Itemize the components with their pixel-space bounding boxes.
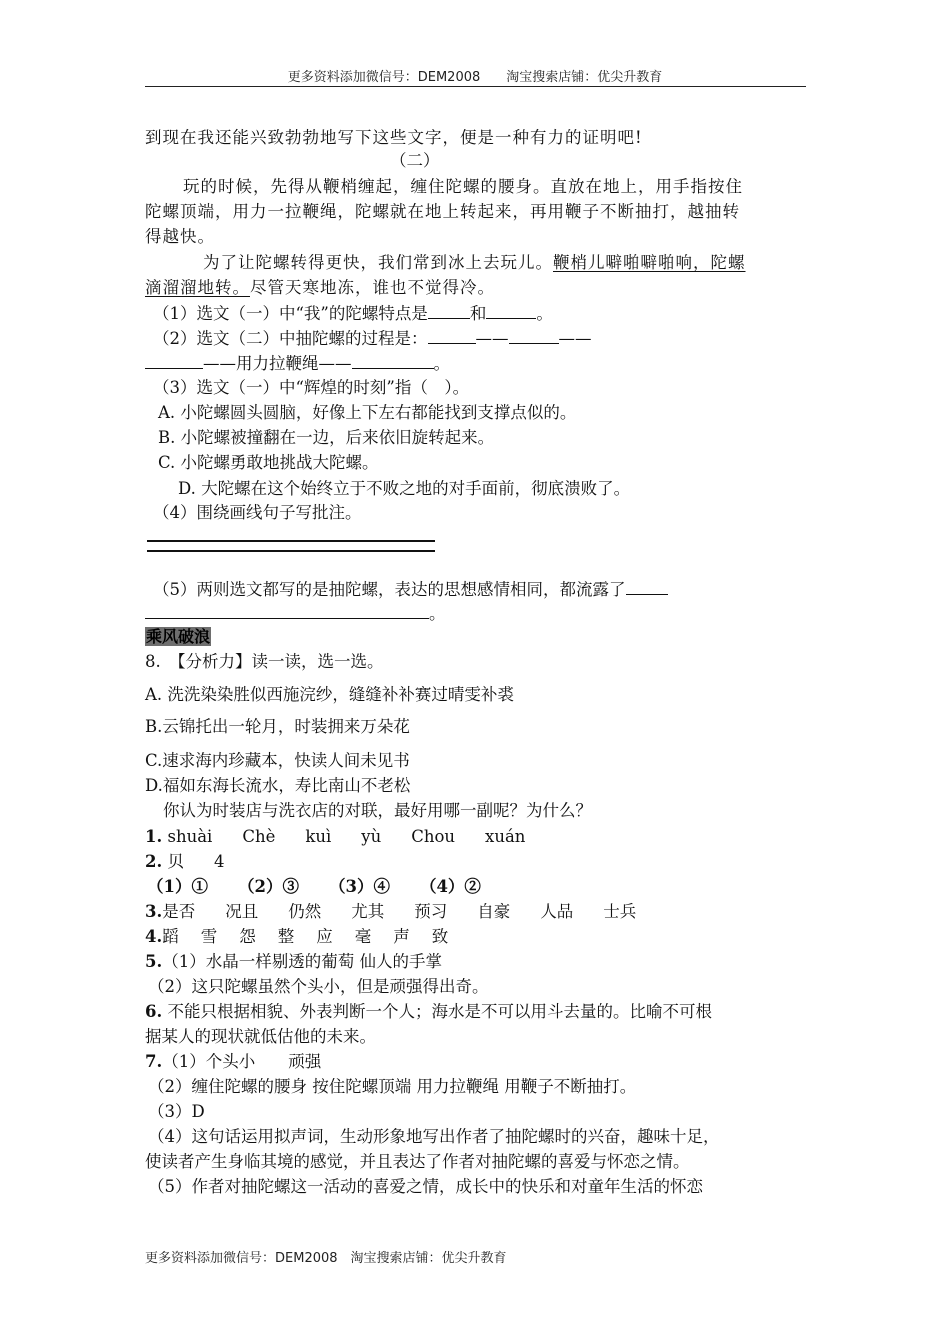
question-2-cont [145, 352, 450, 375]
section-heading [145, 626, 211, 648]
answer-text: 4 [213, 852, 225, 871]
answer-6 [145, 1001, 712, 1023]
answer-char: 蹈 [162, 927, 179, 946]
answer-2 [145, 851, 224, 873]
pinyin: Chou [411, 827, 456, 846]
answer-word: 士兵 [603, 902, 637, 921]
question-5-cont [145, 602, 446, 625]
question-text: 。 [433, 354, 450, 373]
question-text: ——用力拉鞭绳—— [203, 354, 352, 373]
pinyin: Chè [242, 827, 276, 846]
passage-text: 为了让陀螺转得更快，我们常到冰上去玩儿。 [203, 253, 553, 272]
question-4: （4）围绕画线句子写批注。 [153, 503, 362, 522]
answer-blank[interactable] [509, 327, 559, 344]
section-badge: 乘风破浪 [146, 627, 211, 646]
passage-line: 到现在我还能兴致勃勃地写下这些文字，便是一种有力的证明吧! [145, 128, 643, 147]
underlined-sentence: 鞭梢儿噼啪噼啪响，陀螺 [553, 253, 746, 272]
question-3: （3）选文（一）中“辉煌的时刻”指（ ）。 [153, 378, 470, 397]
question-text: （1）选文（一）中“我”的陀螺特点是 [153, 304, 428, 323]
answer-6-cont: 据某人的现状就低估他的未来。 [145, 1027, 376, 1046]
answer-blank[interactable] [626, 578, 668, 595]
choice-option: A. 洗洗染染胜似西施浣纱，缝缝补补赛过晴雯补裘 [145, 685, 514, 704]
question-text: 。 [536, 304, 553, 323]
question-text: （2）选文（二）中抽陀螺的过程是： [153, 329, 428, 348]
answer-char: 应 [316, 927, 333, 946]
answer-blank[interactable] [145, 352, 203, 369]
answer-text: （1）个头小 顽强 [162, 1052, 322, 1071]
answer-7-4-cont: 使读者产生身临其境的感觉，并且表达了作者对抽陀螺的喜爱与怀恋之情。 [145, 1152, 690, 1171]
answer-number: 2. [145, 852, 163, 871]
answer-blank[interactable] [428, 302, 470, 319]
pinyin: xuán [485, 827, 526, 846]
choice-option: B. 小陀螺被撞翻在一边，后来依旧旋转起来。 [158, 428, 495, 447]
question-5 [153, 578, 668, 601]
choice-option: D.福如东海长流水，寿比南山不老松 [145, 776, 411, 795]
answer-1 [145, 826, 525, 848]
answer-number: 3. [145, 902, 163, 921]
answer-number: 1. [145, 827, 163, 846]
passage-line [145, 277, 495, 299]
header-divider [145, 86, 806, 87]
pinyin: yù [361, 827, 382, 846]
answer-word: 况且 [225, 902, 259, 921]
answer-number: 4. [145, 927, 163, 946]
answer-number: 7. [145, 1052, 163, 1071]
answer-7 [145, 1051, 321, 1073]
answer-text: （2）③ [237, 877, 299, 896]
answer-char: 整 [277, 927, 295, 946]
answer-word: 仍然 [288, 902, 322, 921]
choice-option: B.云锦托出一轮月，时装拥来万朵花 [145, 717, 410, 736]
answer-line[interactable] [147, 540, 435, 542]
answer-char: 致 [431, 927, 449, 946]
passage-line: 玩的时候，先得从鞭梢缠起，缠住陀螺的腰身。直放在地上，用手指按住 [183, 177, 743, 196]
page-footer: 更多资料添加微信号：DEM2008 淘宝搜索店铺：优尖升教育 [145, 1251, 507, 1266]
answer-3 [145, 901, 636, 923]
answer-text: （1）① [147, 877, 208, 896]
question-text: —— [558, 329, 592, 348]
choice-option: D. 大陀螺在这个始终立于不败之地的对手面前，彻底溃败了。 [178, 479, 631, 498]
answer-word: 是否 [162, 902, 196, 921]
answer-char: 怨 [239, 927, 256, 946]
answer-word: 人品 [540, 902, 574, 921]
answer-char: 雪 [200, 927, 218, 946]
answer-7-4: （4）这句话运用拟声词，生动形象地写出作者了抽陀螺时的兴奋，趣味十足， [148, 1127, 720, 1146]
answer-blank[interactable] [428, 327, 476, 344]
answer-blank[interactable] [486, 302, 536, 319]
choice-option: A. 小陀螺圆头圆脑，好像上下左右都能找到支撑点似的。 [158, 403, 577, 422]
question-text: 和 [469, 304, 487, 323]
answer-word: 尤其 [351, 902, 385, 921]
answer-blank[interactable] [352, 352, 434, 369]
question-2 [153, 327, 592, 350]
question-text: —— [475, 329, 509, 348]
section-title: （二） [390, 151, 440, 170]
answer-7-3: （3）D [148, 1102, 205, 1121]
question-8: 8. 【分析力】读一读，选一选。 [145, 652, 384, 671]
answer-number: 5. [145, 952, 163, 971]
answer-word: 自豪 [477, 902, 511, 921]
passage-line [203, 252, 746, 274]
answer-2-sub [147, 876, 481, 898]
answer-text: 贝 [167, 852, 184, 871]
passage-line: 得越快。 [145, 227, 215, 246]
answer-blank[interactable] [145, 602, 429, 619]
answer-char: 毫 [354, 927, 372, 946]
answer-char: 声 [393, 927, 410, 946]
question-prompt: 你认为时装店与洗衣店的对联，最好用哪一副呢？为什么？ [163, 801, 592, 820]
choice-option: C.速求海内珍藏本，快读人间未见书 [145, 751, 410, 770]
answer-5-2: （2）这只陀螺虽然个头小，但是顽强得出奇。 [148, 977, 489, 996]
page-header: 更多资料添加微信号：DEM2008 淘宝搜索店铺：优尖升教育 [287, 70, 663, 85]
pinyin: kuì [305, 827, 332, 846]
question-text: （5）两则选文都写的是抽陀螺，表达的思想感情相同，都流露了 [153, 580, 626, 599]
choice-option: C. 小陀螺勇敢地挑战大陀螺。 [158, 453, 379, 472]
answer-7-2: （2）缠住陀螺的腰身 按住陀螺顶端 用力拉鞭绳 用鞭子不断抽打。 [148, 1077, 637, 1096]
answer-5 [145, 951, 442, 973]
answer-text: 不能只根据相貌、外表判断一个人；海水是不可以用斗去量的。比喻不可根 [167, 1002, 712, 1021]
answer-text: （3）④ [328, 877, 390, 896]
answer-number: 6. [145, 1002, 163, 1021]
answer-7-5: （5）作者对抽陀螺这一活动的喜爱之情，成长中的快乐和对童年生活的怀恋 [148, 1177, 703, 1196]
answer-text: （4）② [419, 877, 481, 896]
passage-line: 陀螺顶端，用力一拉鞭绳，陀螺就在地上转起来，再用鞭子不断抽打，越抽转 [145, 202, 740, 221]
underlined-sentence: 滴溜溜地转。 [145, 278, 250, 297]
answer-word: 预习 [414, 902, 448, 921]
question-text: 。 [429, 604, 446, 623]
question-1 [153, 302, 553, 325]
answer-4 [145, 926, 448, 948]
passage-text: 尽管天寒地冻，谁也不觉得冷。 [250, 278, 495, 297]
answer-line[interactable] [147, 550, 435, 552]
pinyin: shuài [167, 827, 213, 846]
answer-text: （1）水晶一样剔透的葡萄 仙人的手掌 [162, 952, 442, 971]
